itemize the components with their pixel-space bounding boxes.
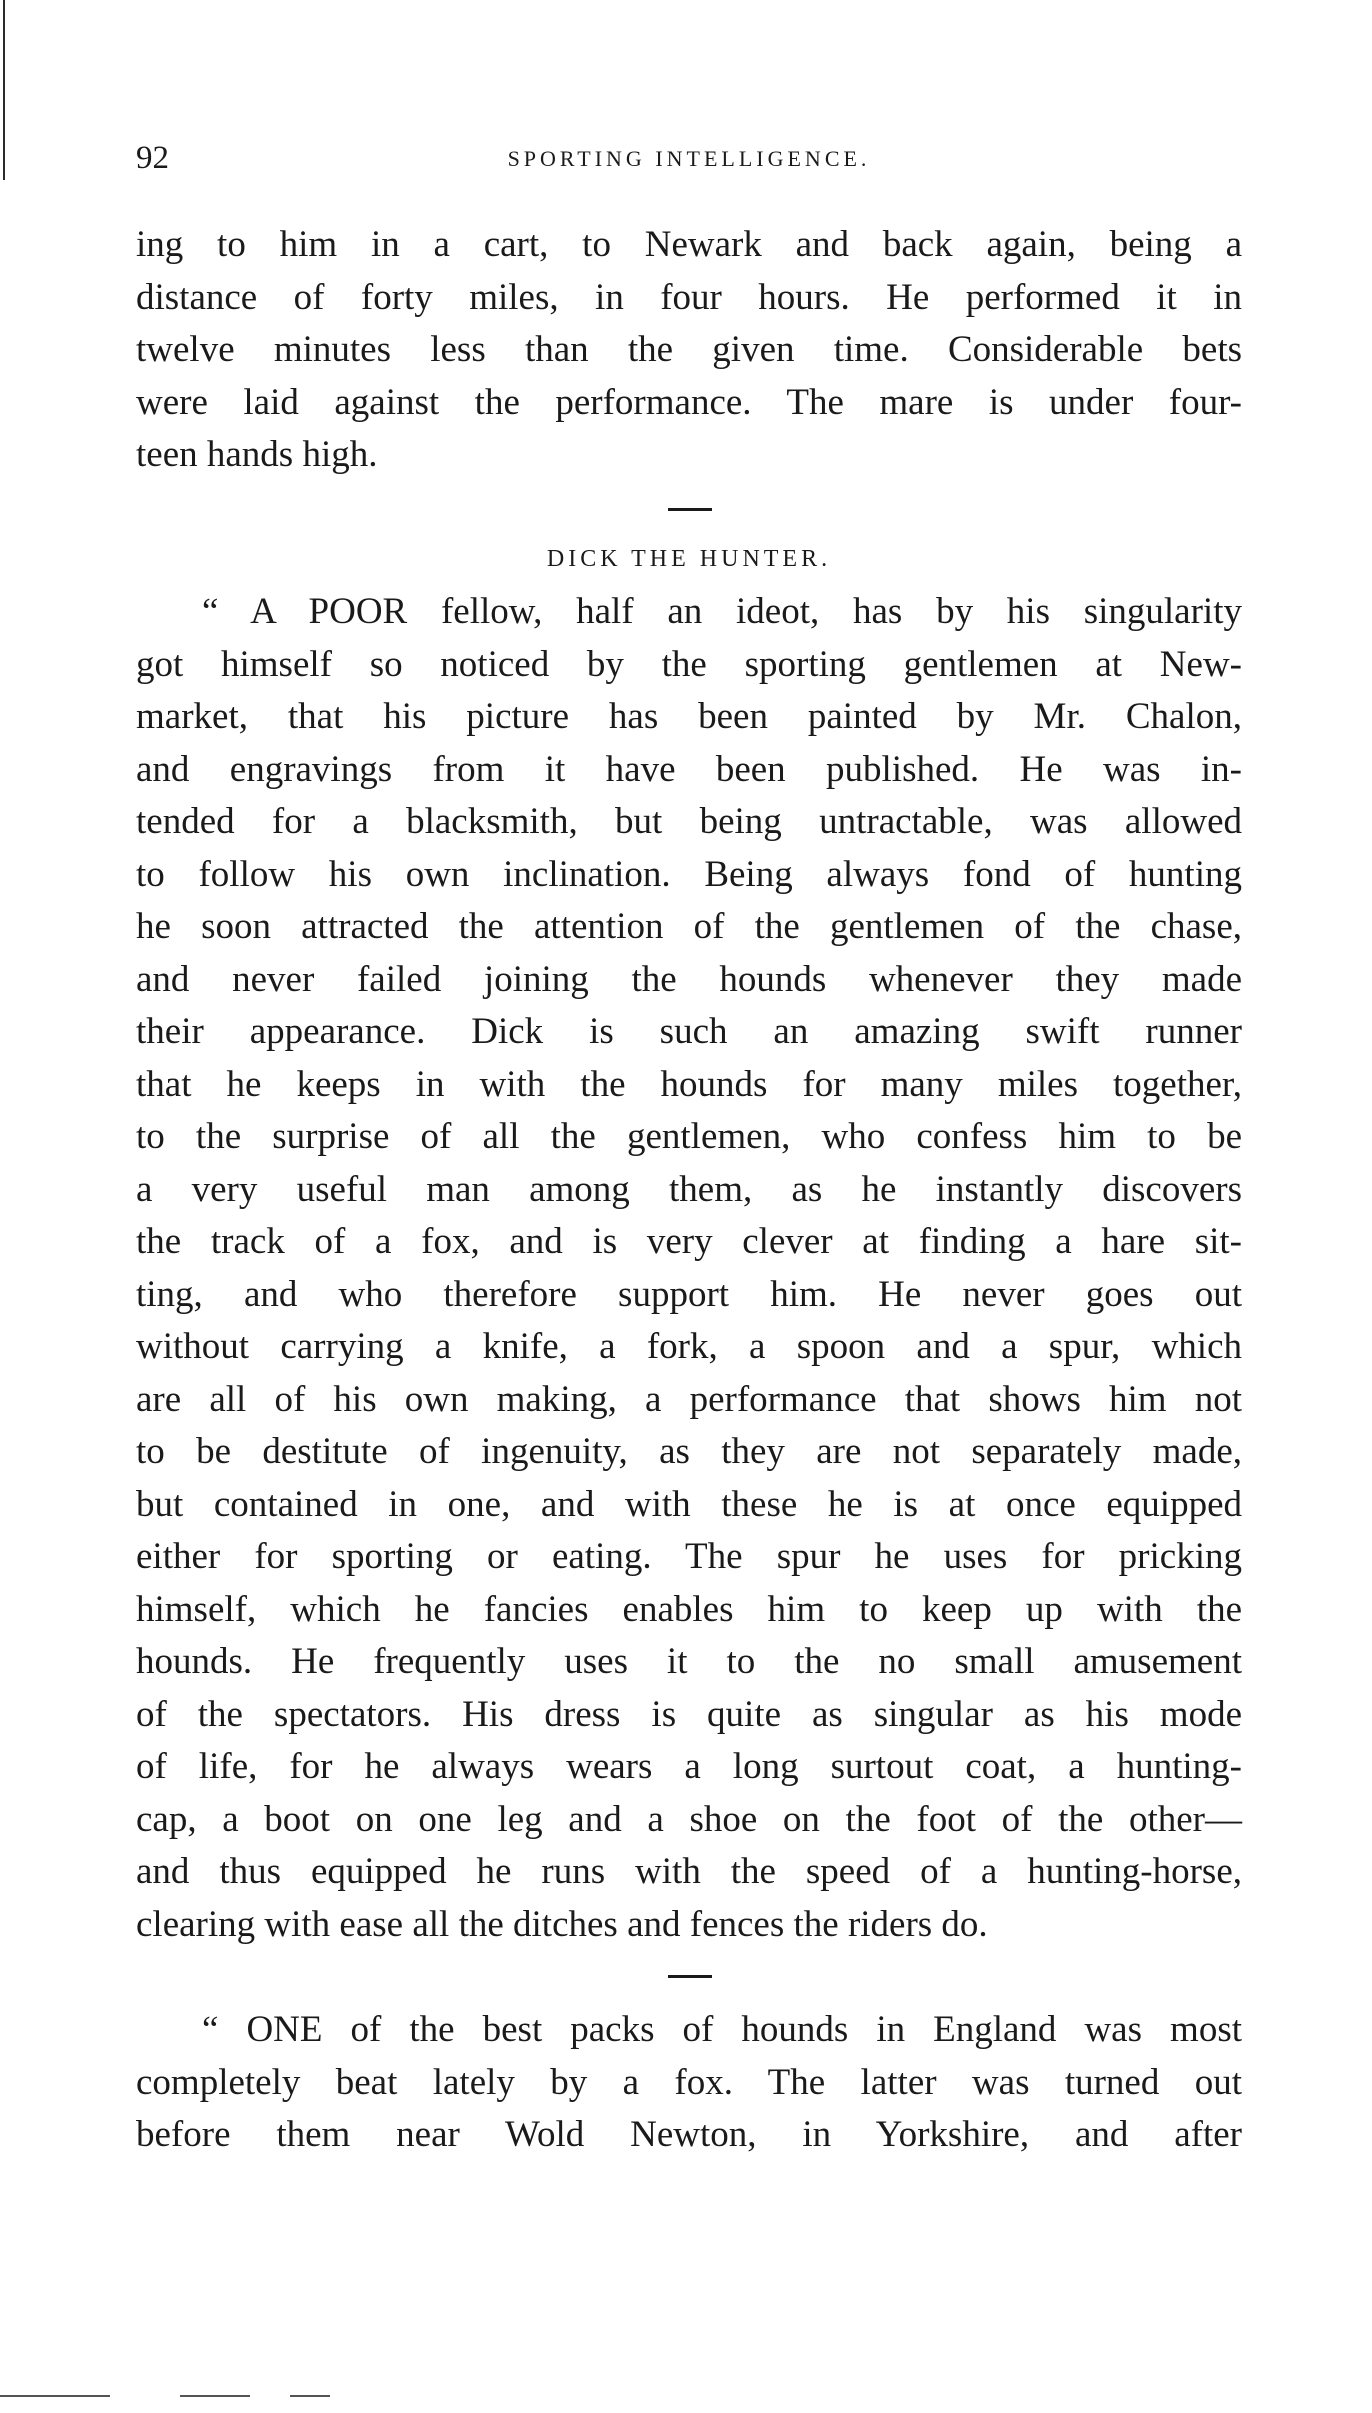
text-line: “ A POOR fellow, half an ideot, has by his singularity xyxy=(202,591,1242,632)
text-line: completely beat lately by a fox. The latter was turned out xyxy=(136,2061,1242,2103)
text-line: and thus equipped he runs with the speed of a hunting-horse, xyxy=(136,1851,1242,1892)
text-line: but contained in one, and with these he is at once equipped xyxy=(136,1483,1242,1525)
text-line: market, that his picture has been painted by Mr. Chalon, xyxy=(136,696,1242,737)
text-line: without carrying a knife, a fork, a spoon and a spur, which xyxy=(136,1326,1242,1367)
continuation-paragraph xyxy=(136,219,1242,482)
text-line: to be destitute of ingenuity, as they are not separately made, xyxy=(136,1431,1242,1472)
text-line: their appearance. Dick is such an amazing swift runner xyxy=(136,1011,1242,1052)
dick-the-hunter-paragraph xyxy=(136,586,1242,1951)
text-line: teen hands high. xyxy=(136,434,378,475)
running-head xyxy=(136,140,1242,180)
text-line: that he keeps in with the hounds for many miles together, xyxy=(136,1063,1242,1105)
text-line: twelve minutes less than the given time. Considerable bets xyxy=(136,329,1242,370)
text-line: hounds. He frequently uses it to the no small amusement xyxy=(136,1641,1242,1682)
text-line: were laid against the performance. The mare is under four- xyxy=(136,381,1242,423)
text-line: and engravings from it have been published. He was in- xyxy=(136,748,1242,790)
text-line: distance of forty miles, in four hours. He performed it in xyxy=(136,276,1242,318)
text-line: and never failed joining the hounds whenever they made xyxy=(136,958,1242,1000)
text-line: himself, which he fancies enables him to keep up with the xyxy=(136,1588,1242,1630)
text-line: ting, and who therefore support him. He never goes out xyxy=(136,1273,1242,1315)
section-heading: DICK THE HUNTER. xyxy=(546,546,832,572)
text-line: ing to him in a cart, to Newark and back again, being a xyxy=(136,224,1242,265)
text-line: tended for a blacksmith, but being untractable, was allowed xyxy=(136,801,1242,842)
text-line: to follow his own inclination. Being always fond of hunting xyxy=(136,853,1242,895)
text-line: got himself so noticed by the sporting gentlemen at New- xyxy=(136,643,1242,685)
text-line: to the surprise of all the gentlemen, who confess him to be xyxy=(136,1116,1242,1157)
text-line: he soon attracted the attention of the gentlemen of the chase, xyxy=(136,906,1242,947)
next-paragraph xyxy=(136,2004,1242,2162)
text-line: clearing with ease all the ditches and fences the riders do. xyxy=(136,1903,988,1945)
text-line: cap, a boot on one leg and a shoe on the foot of the other— xyxy=(136,1798,1242,1840)
text-line: “ ONE of the best packs of hounds in England was most xyxy=(202,2009,1242,2050)
section-divider xyxy=(668,508,712,511)
page-number: 92 xyxy=(136,140,169,176)
text-line: are all of his own making, a performance that shows him not xyxy=(136,1378,1242,1420)
text-line: before them near Wold Newton, in Yorkshire, and after xyxy=(136,2114,1242,2155)
header-title: SPORTING INTELLIGENCE. xyxy=(507,146,871,171)
text-line: a very useful man among them, as he instantly discovers xyxy=(136,1168,1242,1210)
page-edge-line xyxy=(3,0,5,180)
text-line: either for sporting or eating. The spur he uses for pricking xyxy=(136,1536,1242,1577)
text-line: of life, for he always wears a long surtout coat, a hunting- xyxy=(136,1746,1242,1787)
section-divider xyxy=(668,1975,712,1978)
text-line: of the spectators. His dress is quite as singular as his mode xyxy=(136,1693,1242,1735)
text-line: the track of a fox, and is very clever at finding a hare sit- xyxy=(136,1221,1242,1262)
bottom-edge-marks xyxy=(0,2395,360,2399)
